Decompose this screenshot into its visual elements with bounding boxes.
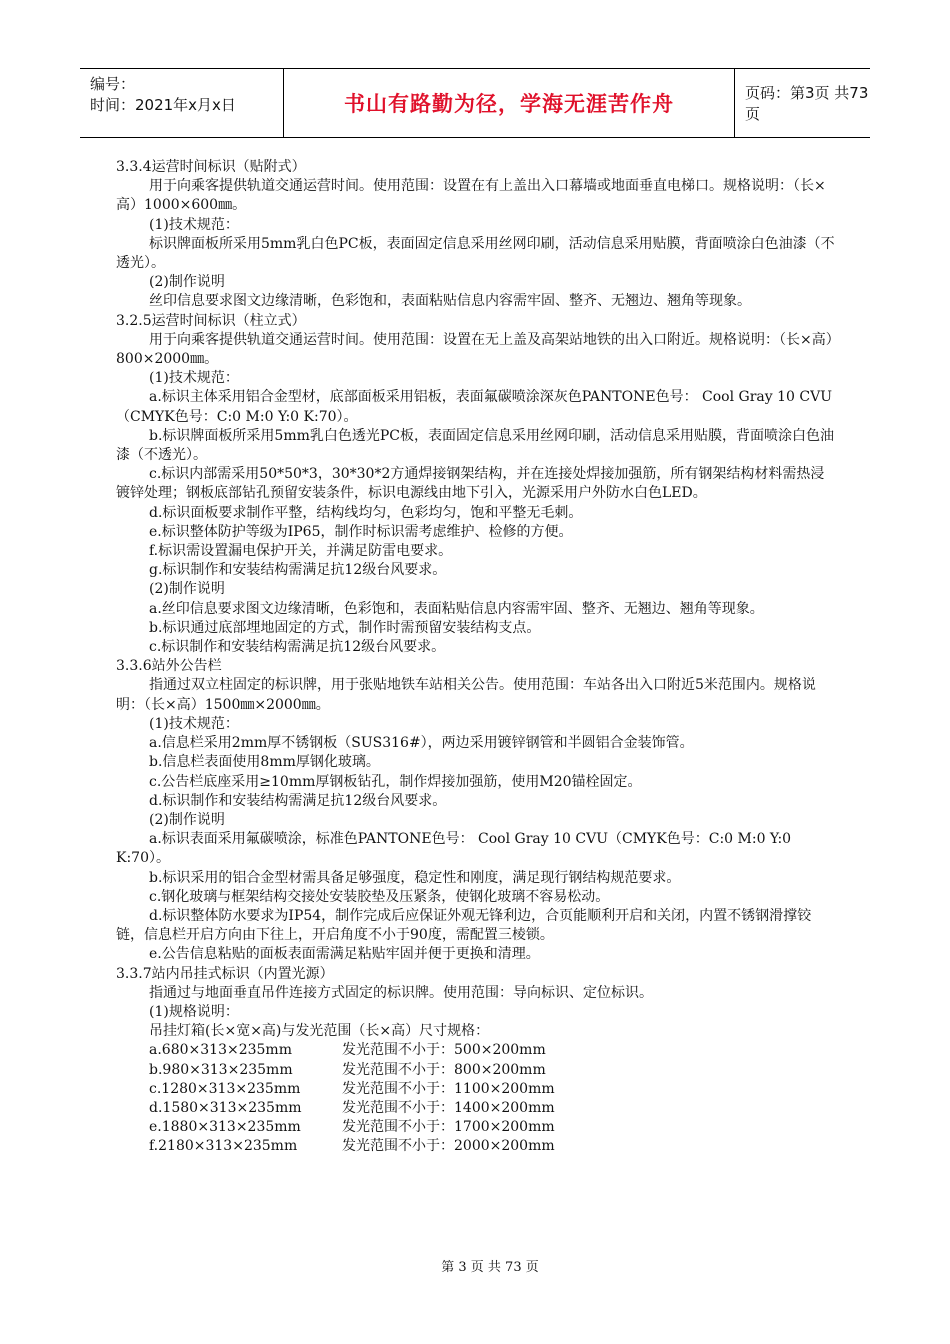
body-paragraph: b.标识采用的铝合金型材需具备足够强度，稳定性和刚度，满足现行钢结构规范要求。 [149, 869, 681, 886]
spec-light-range: 发光范围不小于：800×200mm [342, 1061, 546, 1078]
body-paragraph: 指通过双立柱固定的标识牌，用于张贴地铁车站相关公告。使用范围：车站各出入口附近5米范围内。规格说明：（长×高）1500㎜×2000㎜。 [116, 677, 816, 713]
body-paragraph: e.标识整体防护等级为IP65，制作时标识需考虑维护、检修的方便。 [149, 523, 573, 540]
body-paragraph: b.信息栏表面使用8mm厚钢化玻璃。 [149, 754, 380, 771]
body-paragraph: c.公告栏底座采用≥10mm厚钢板钻孔，制作焊接加强筋，使用M20锚栓固定。 [149, 773, 642, 790]
spec-row [116, 1099, 836, 1118]
number-label: 编号： [90, 75, 136, 93]
body-paragraph: g.标识制作和安装结构需满足抗12级台风要求。 [149, 562, 447, 579]
spec-size: f.2180×313×235mm [149, 1138, 298, 1155]
body-paragraph: d.标识整体防水要求为IP54，制作完成后应保证外观无锋利边，合页能顺利开启和关闭，内置不锈钢滑撑铰链，信息栏开启方向由下往上，开启角度不小于90度，需配置三棱锁。 [116, 907, 812, 944]
section-heading: 3.3.6站外公告栏 [116, 658, 222, 675]
spec-light-range: 发光范围不小于：1400×200mm [342, 1099, 555, 1116]
body-paragraph: a.标识主体采用铝合金型材，底部面板采用铝板，表面氟碳喷涂深灰色PANTONE色号： Cool Gray 10 CVU（CMYK色号：C:0 M:0 Y:0 K:70）。 [116, 389, 832, 425]
spec-light-range: 发光范围不小于：500×200mm [342, 1042, 546, 1059]
body-paragraph: d.标识制作和安装结构需满足抗12级台风要求。 [149, 792, 447, 809]
body-paragraph: (1)技术规范： [149, 216, 239, 233]
spec-light-range: 发光范围不小于：1700×200mm [342, 1119, 555, 1136]
body-paragraph: a.标识表面采用氟碳喷涂，标准色PANTONE色号： Cool Gray 10 CVU（CMYK色号：C:0 M:0 Y:0 K:70）。 [116, 831, 796, 867]
spec-size: a.680×313×235mm [149, 1042, 292, 1059]
section-heading: 3.3.7站内吊挂式标识（内置光源） [116, 965, 334, 982]
time-label: 时间：2021年x月x日 [90, 96, 236, 114]
spec-size: c.1280×313×235mm [149, 1080, 301, 1097]
body-paragraph: e.公告信息粘贴的面板表面需满足粘贴牢固并便于更换和清理。 [149, 946, 540, 963]
body-paragraph: f.标识需设置漏电保护开关，并满足防雷电要求。 [149, 543, 453, 560]
section-heading: 3.2.5运营时间标识（柱立式） [116, 312, 306, 329]
body-paragraph: 丝印信息要求图文边缘清晰，色彩饱和，表面粘贴信息内容需牢固、整齐、无翘边、翘角等现象。 [149, 293, 751, 310]
spec-row [116, 1118, 836, 1137]
body-paragraph: 指通过与地面垂直吊件连接方式固定的标识牌。使用范围：导向标识、定位标识。 [149, 984, 653, 1001]
header-page-cell [735, 69, 870, 137]
body-paragraph: (2)制作说明 [149, 274, 225, 291]
body-paragraph: (1)技术规范： [149, 370, 239, 387]
spec-size: d.1580×313×235mm [149, 1099, 302, 1116]
body-paragraph: (2)制作说明 [149, 811, 225, 828]
body-paragraph: (1)技术规范： [149, 715, 239, 732]
header-motto-cell [283, 69, 735, 137]
body-paragraph: b.标识通过底部埋地固定的方式，制作时需预留安装结构支点。 [149, 619, 541, 636]
body-paragraph: a.丝印信息要求图文边缘清晰，色彩饱和，表面粘贴信息内容需牢固、整齐、无翘边、翘角等现象。 [149, 600, 764, 617]
page-header [80, 68, 870, 138]
body-paragraph: c.钢化玻璃与框架结构交接处安装胶垫及压紧条，使钢化玻璃不容易松动。 [149, 888, 610, 905]
body-paragraph: c.标识制作和安装结构需满足抗12级台风要求。 [149, 639, 446, 656]
document-body [116, 158, 836, 1157]
spec-row [116, 1061, 836, 1080]
spec-size: b.980×313×235mm [149, 1061, 293, 1078]
section-heading: 3.3.4运营时间标识（贴附式） [116, 159, 306, 175]
body-paragraph: c.标识内部需采用50*50*3，30*30*2方通焊接钢架结构，并在连接处焊接加强筋，所有钢架结构材料需热浸镀锌处理；钢板底部钻孔预留安装条件，标识电源线由地下引入，光源采用户外防水白色LED。 [116, 466, 825, 502]
body-paragraph: 吊挂灯箱(长×宽×高)与发光范围（长×高）尺寸规格： [149, 1023, 490, 1040]
motto-text: 书山有路勤为径，学海无涯苦作舟 [344, 92, 674, 116]
body-paragraph: (2)制作说明 [149, 581, 225, 598]
body-paragraph: 用于向乘客提供轨道交通运营时间。使用范围：设置在有上盖出入口幕墙或地面垂直电梯口。规格说明：（长×高）1000×600㎜。 [116, 178, 826, 214]
spec-light-range: 发光范围不小于：2000×200mm [342, 1138, 555, 1155]
spec-row [116, 1041, 836, 1060]
header-meta [80, 69, 283, 137]
body-paragraph: 标识牌面板所采用5mm乳白色PC板，表面固定信息采用丝网印刷，活动信息采用贴膜，背面喷涂白色油漆（不透光）。 [116, 235, 835, 272]
spec-row [116, 1080, 836, 1099]
page-label: 页码：第3页 共73页 [745, 84, 869, 123]
page-footer: 第 3 页 共 73 页 [441, 1260, 539, 1275]
spec-light-range: 发光范围不小于：1100×200mm [342, 1080, 555, 1097]
body-paragraph: b.标识牌面板所采用5mm乳白色透光PC板，表面固定信息采用丝网印刷，活动信息采用贴膜，背面喷涂白色油漆（不透光）。 [116, 427, 834, 464]
body-paragraph: d.标识面板要求制作平整，结构线均匀，色彩均匀，饱和平整无毛刺。 [149, 504, 583, 521]
body-paragraph: (1)规格说明： [149, 1003, 239, 1020]
body-paragraph: 用于向乘客提供轨道交通运营时间。使用范围：设置在无上盖及高架站地铁的出入口附近。规格说明：（长×高）800×2000㎜。 [116, 331, 833, 368]
body-paragraph: a.信息栏采用2mm厚不锈钢板（SUS316#），两边采用镀锌钢管和半圆铝合金装饰管。 [149, 735, 694, 752]
spec-row [116, 1137, 836, 1156]
spec-size: e.1880×313×235mm [149, 1119, 301, 1136]
